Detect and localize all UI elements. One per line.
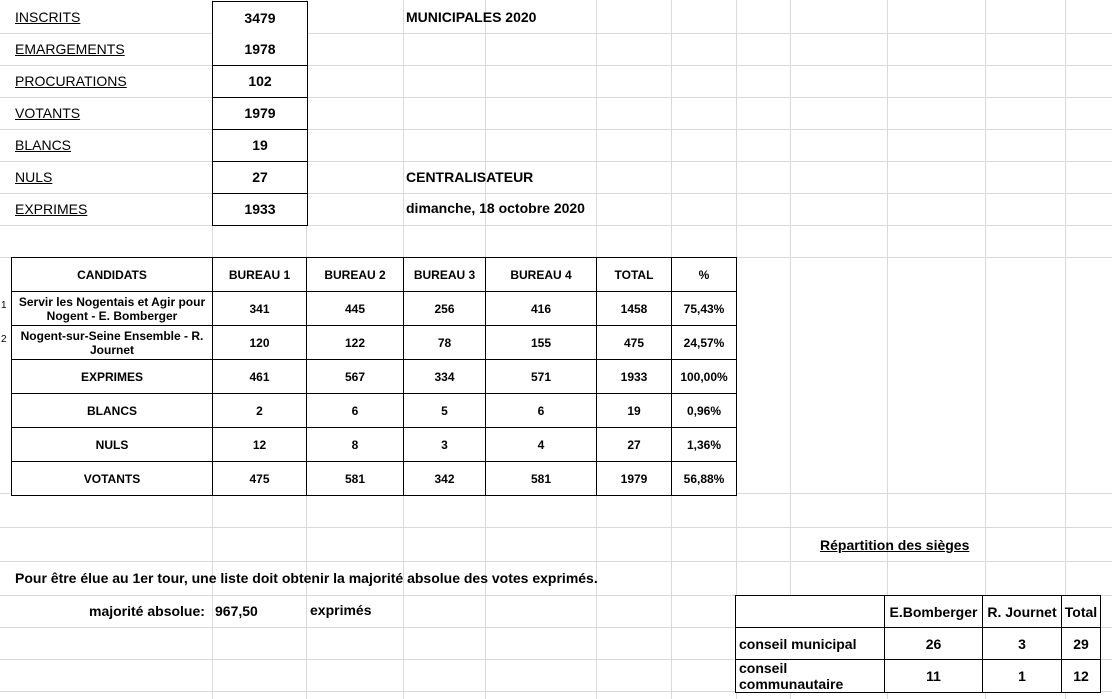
label-emargements: EMARGEMENTS <box>15 41 125 57</box>
seats-col-bomberger: E.Bomberger <box>885 596 983 628</box>
value-emargements[interactable]: 1978 <box>212 34 308 66</box>
cell-bureau-3[interactable]: 334 <box>404 360 486 394</box>
col-header-bureau-2: BUREAU 2 <box>307 258 404 292</box>
row-number-1: 1 <box>1 300 7 311</box>
seats-title: Répartition des sièges <box>820 537 970 553</box>
cell-bureau-1[interactable]: 12 <box>213 428 307 462</box>
table-row <box>12 462 737 496</box>
cell-candidate[interactable]: Nogent-sur-Seine Ensemble - R. Journet <box>12 326 213 360</box>
col-header-total: TOTAL <box>597 258 672 292</box>
seats-col-journet: R. Journet <box>983 596 1062 628</box>
col-header-percent: % <box>672 258 737 292</box>
label-exprimes: EXPRIMES <box>15 201 88 217</box>
cell-bureau-1[interactable]: 2 <box>213 394 307 428</box>
cell-percent[interactable]: 1,36% <box>672 428 737 462</box>
cell-bureau-2[interactable]: 122 <box>307 326 404 360</box>
seats-value-journet[interactable]: 3 <box>983 628 1062 660</box>
row-number-2: 2 <box>1 334 7 345</box>
cell-percent[interactable]: 0,96% <box>672 394 737 428</box>
seats-value-bomberger[interactable]: 26 <box>885 628 983 660</box>
seats-value-journet[interactable]: 1 <box>983 660 1062 693</box>
cell-total[interactable]: 19 <box>597 394 672 428</box>
majority-label: majorité absolue: <box>89 603 205 619</box>
cell-row-label[interactable]: BLANCS <box>12 394 213 428</box>
cell-bureau-3[interactable]: 5 <box>404 394 486 428</box>
value-procurations[interactable]: 102 <box>212 66 308 98</box>
cell-bureau-2[interactable]: 8 <box>307 428 404 462</box>
table-row <box>736 628 1101 660</box>
cell-bureau-3[interactable]: 78 <box>404 326 486 360</box>
majority-value: 967,50 <box>215 603 258 619</box>
label-votants: VOTANTS <box>15 105 81 121</box>
cell-percent[interactable]: 24,57% <box>672 326 737 360</box>
cell-percent[interactable]: 56,88% <box>672 462 737 496</box>
table-row <box>12 360 737 394</box>
cell-row-label[interactable]: EXPRIMES <box>12 360 213 394</box>
cell-bureau-1[interactable]: 341 <box>213 292 307 326</box>
centralisateur-label: CENTRALISATEUR <box>406 169 534 185</box>
cell-bureau-1[interactable]: 475 <box>213 462 307 496</box>
results-table <box>11 257 737 496</box>
cell-total[interactable]: 475 <box>597 326 672 360</box>
cell-bureau-4[interactable]: 571 <box>486 360 597 394</box>
label-procurations: PROCURATIONS <box>15 73 127 89</box>
value-votants[interactable]: 1979 <box>212 98 308 130</box>
cell-bureau-3[interactable]: 256 <box>404 292 486 326</box>
value-blancs[interactable]: 19 <box>212 130 308 162</box>
value-exprimes[interactable]: 1933 <box>212 194 308 226</box>
cell-bureau-4[interactable]: 416 <box>486 292 597 326</box>
seats-row-label[interactable]: conseil communautaire <box>736 660 885 693</box>
majority-rule-note: Pour être élue au 1er tour, une liste doit obtenir la majorité absolue des votes exprimés. <box>15 570 598 586</box>
cell-total[interactable]: 1979 <box>597 462 672 496</box>
table-row <box>12 428 737 462</box>
col-header-candidats: CANDIDATS <box>12 258 213 292</box>
cell-row-label[interactable]: NULS <box>12 428 213 462</box>
seats-value-total[interactable]: 29 <box>1062 628 1101 660</box>
cell-bureau-2[interactable]: 567 <box>307 360 404 394</box>
seats-value-bomberger[interactable]: 11 <box>885 660 983 693</box>
cell-bureau-4[interactable]: 4 <box>486 428 597 462</box>
cell-total[interactable]: 27 <box>597 428 672 462</box>
cell-bureau-1[interactable]: 461 <box>213 360 307 394</box>
table-row <box>12 394 737 428</box>
seats-header-empty <box>736 596 885 628</box>
cell-candidate[interactable]: Servir les Nogentais et Agir pour Nogent - E. Bomberger <box>12 292 213 326</box>
cell-bureau-1[interactable]: 120 <box>213 326 307 360</box>
label-blancs: BLANCS <box>15 137 72 153</box>
col-header-bureau-4: BUREAU 4 <box>486 258 597 292</box>
cell-bureau-4[interactable]: 155 <box>486 326 597 360</box>
cell-bureau-2[interactable]: 581 <box>307 462 404 496</box>
value-nuls[interactable]: 27 <box>212 162 308 194</box>
cell-bureau-2[interactable]: 6 <box>307 394 404 428</box>
table-row <box>12 326 737 360</box>
seats-col-total: Total <box>1062 596 1101 628</box>
col-header-bureau-1: BUREAU 1 <box>213 258 307 292</box>
election-date: dimanche, 18 octobre 2020 <box>406 200 585 216</box>
cell-bureau-2[interactable]: 445 <box>307 292 404 326</box>
cell-bureau-4[interactable]: 6 <box>486 394 597 428</box>
label-nuls: NULS <box>15 169 53 185</box>
cell-total[interactable]: 1458 <box>597 292 672 326</box>
col-header-bureau-3: BUREAU 3 <box>404 258 486 292</box>
cell-total[interactable]: 1933 <box>597 360 672 394</box>
value-inscrits[interactable]: 3479 <box>212 1 308 35</box>
cell-bureau-3[interactable]: 3 <box>404 428 486 462</box>
cell-percent[interactable]: 75,43% <box>672 292 737 326</box>
label-inscrits: INSCRITS <box>15 9 81 25</box>
table-row <box>736 660 1101 693</box>
election-title: MUNICIPALES 2020 <box>406 9 537 25</box>
cell-bureau-4[interactable]: 581 <box>486 462 597 496</box>
seats-table <box>735 595 1101 693</box>
table-row <box>12 292 737 326</box>
cell-row-label[interactable]: VOTANTS <box>12 462 213 496</box>
table-header-row <box>12 258 737 292</box>
cell-percent[interactable]: 100,00% <box>672 360 737 394</box>
majority-unit: exprimés <box>310 602 372 618</box>
seats-value-total[interactable]: 12 <box>1062 660 1101 693</box>
seats-row-label[interactable]: conseil municipal <box>736 628 885 660</box>
seats-header-row <box>736 596 1101 628</box>
cell-bureau-3[interactable]: 342 <box>404 462 486 496</box>
